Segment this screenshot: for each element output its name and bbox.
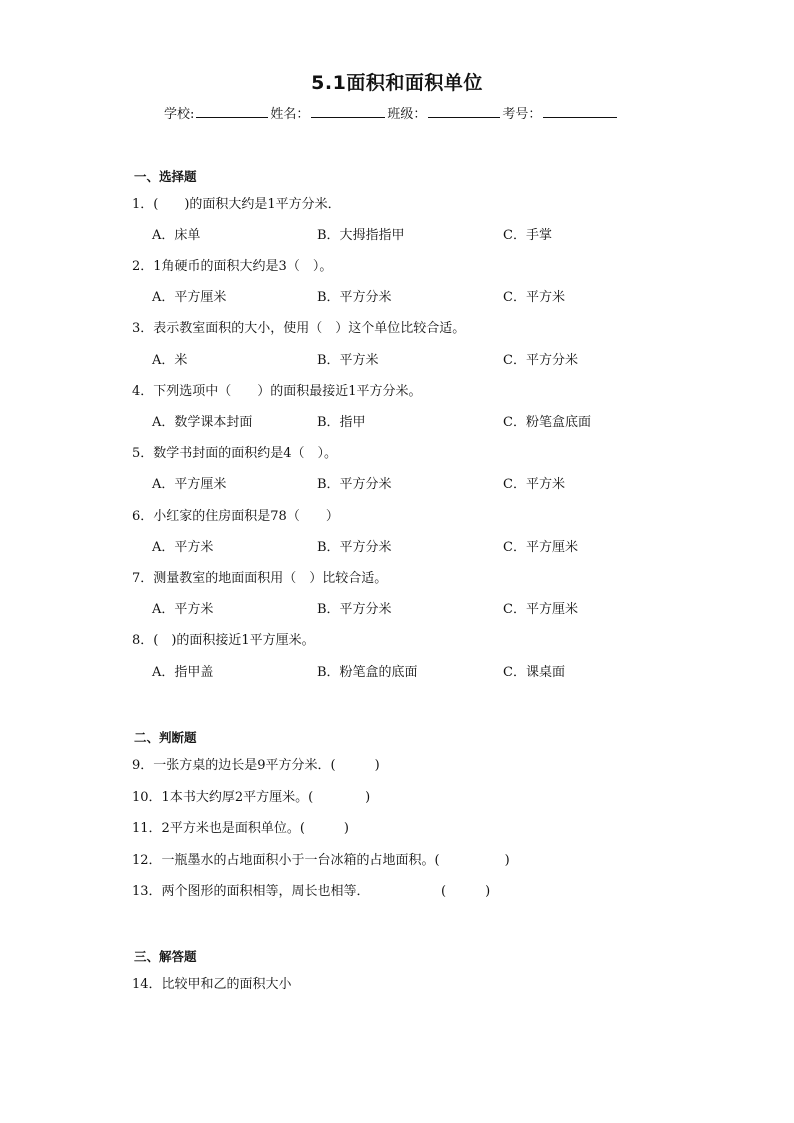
- option-c: C．平方厘米: [503, 540, 578, 555]
- name-blank: [311, 103, 385, 118]
- option-c: C．平方厘米: [503, 602, 578, 617]
- option-b: B．指甲: [317, 415, 366, 430]
- option-a: A．平方厘米: [152, 290, 227, 305]
- judge-question: 9．一张方桌的边长是9平方分米．( ): [132, 758, 380, 773]
- choice-question: 5．数学书封面的面积约是4（ ）。: [132, 446, 338, 461]
- option-c: C．平方分米: [503, 353, 578, 368]
- option-a: A．指甲盖: [152, 665, 214, 680]
- choice-question: 1．( )的面积大约是1平方分米．: [132, 197, 341, 212]
- judge-question: 13．两个图形的面积相等，周长也相等． ( ): [132, 884, 491, 899]
- option-c: C．课桌面: [503, 665, 565, 680]
- option-c: C．手掌: [503, 228, 552, 243]
- option-b: B．平方分米: [317, 477, 392, 492]
- option-c: C．平方米: [503, 290, 565, 305]
- option-c: C．平方米: [503, 477, 565, 492]
- choice-question: 2．1角硬币的面积大约是3（ ）。: [132, 259, 333, 274]
- section-heading-judge: 二、判断题: [134, 730, 197, 745]
- judge-question: 10．1本书大约厚2平方厘米。( ): [132, 790, 371, 805]
- choice-question: 8．( )的面积接近1平方厘米。: [132, 633, 315, 648]
- choice-question: 4．下列选项中（ ）的面积最接近1平方分米。: [132, 384, 422, 399]
- exam-number-blank: [543, 103, 617, 118]
- answer-question: 14．比较甲和乙的面积大小: [132, 977, 292, 992]
- choice-question: 7．测量教室的地面面积用（ ）比较合适。: [132, 571, 388, 586]
- option-a: A．数学课本封面: [152, 415, 253, 430]
- option-b: B．平方分米: [317, 290, 392, 305]
- choice-question: 6．小红家的住房面积是78（ ）: [132, 509, 339, 524]
- option-b: B．平方米: [317, 353, 379, 368]
- exam-number-label: 考号：: [502, 107, 542, 122]
- judge-question: 11．2平方米也是面积单位。( ): [132, 821, 349, 836]
- page-title: 5.1面积和面积单位: [311, 72, 483, 94]
- choice-question: 3．表示教室面积的大小，使用（ ）这个单位比较合适。: [132, 321, 466, 336]
- option-a: A．平方米: [152, 540, 214, 555]
- student-info-line: [164, 103, 619, 122]
- option-a: A．床单: [152, 228, 201, 243]
- section-heading-answer: 三、解答题: [134, 949, 197, 964]
- option-b: B．大拇指指甲: [317, 228, 405, 243]
- class-label: 班级：: [387, 107, 427, 122]
- option-b: B．平方分米: [317, 540, 392, 555]
- school-blank: [196, 103, 268, 118]
- judge-question: 12．一瓶墨水的占地面积小于一台冰箱的占地面积。( ): [132, 853, 510, 868]
- option-a: A．平方厘米: [152, 477, 227, 492]
- option-b: B．平方分米: [317, 602, 392, 617]
- school-label: 学校:: [164, 107, 195, 122]
- option-a: A．米: [152, 353, 188, 368]
- name-label: 姓名：: [270, 107, 310, 122]
- class-blank: [428, 103, 500, 118]
- option-c: C．粉笔盒底面: [503, 415, 591, 430]
- option-a: A．平方米: [152, 602, 214, 617]
- option-b: B．粉笔盒的底面: [317, 665, 418, 680]
- section-heading-choice: 一、选择题: [134, 169, 197, 184]
